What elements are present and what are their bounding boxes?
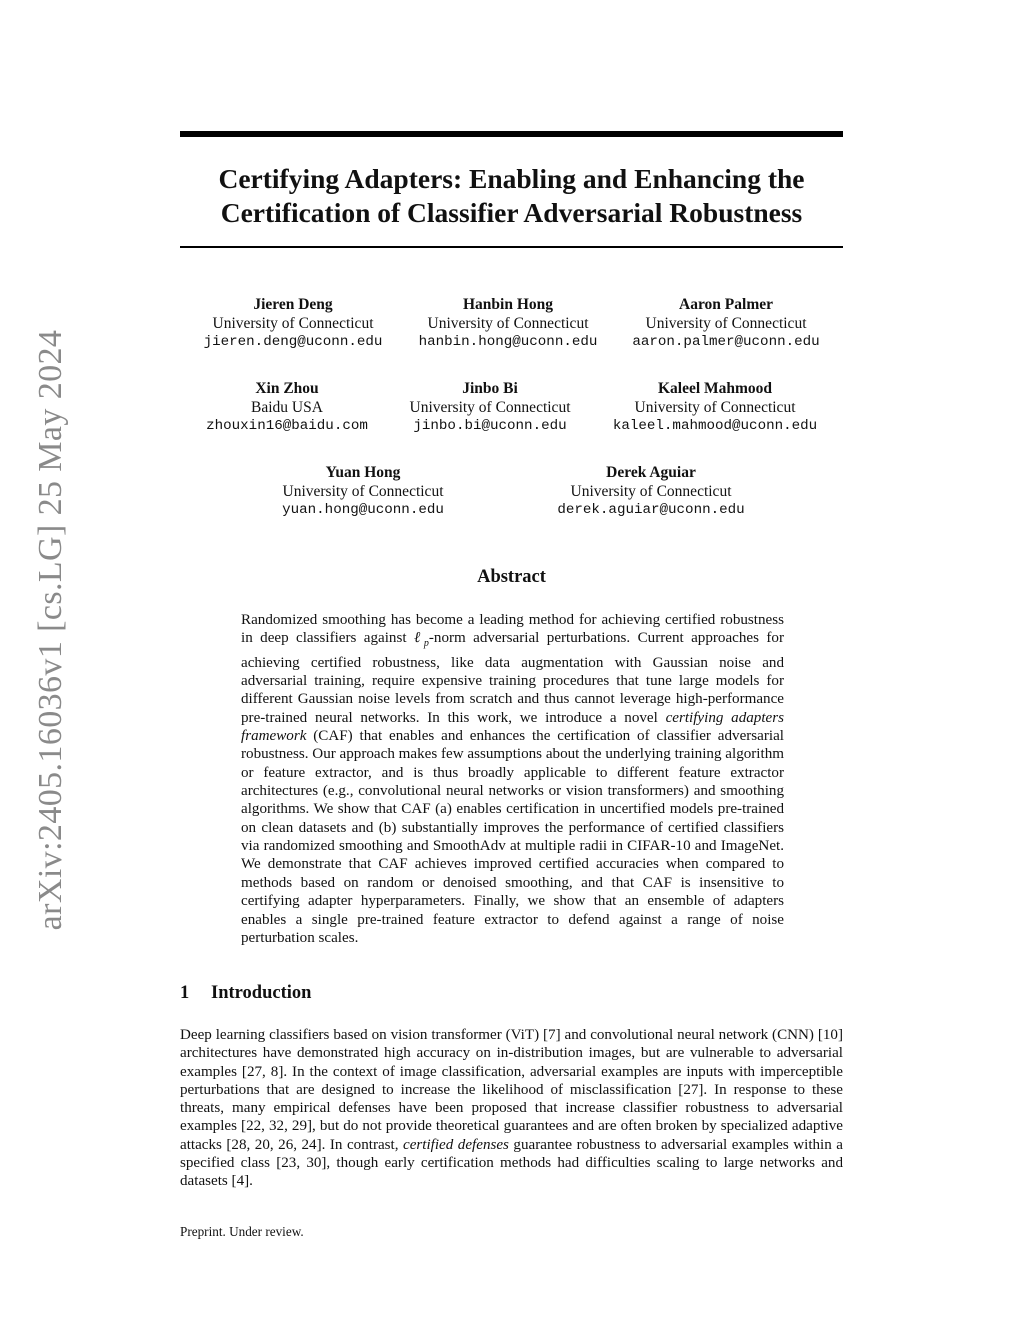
author-email: jieren.deng@uconn.edu xyxy=(203,334,383,350)
section-number: 1 xyxy=(180,983,190,1003)
author-name: Derek Aguiar xyxy=(606,464,696,481)
title-line-1: Certifying Adapters: Enabling and Enhancing the xyxy=(218,163,805,194)
abstract-heading: Abstract xyxy=(477,567,546,587)
author-email: kaleel.mahmood@uconn.edu xyxy=(612,418,818,434)
author-block xyxy=(375,379,605,436)
author-affiliation: University of Connecticut xyxy=(634,399,796,416)
intro-emphasis: certified defenses xyxy=(403,1136,509,1153)
footer-note: Preprint. Under review. xyxy=(180,1224,304,1239)
intro-text: Deep learning classifiers based on vision transformer (ViT) [7] and convolutional neural network (CNN) [10] architectures have demonstrated high accuracy on in-distribution images, but are vulnerable to adversarial examples [27, 8]. In the context of image classification, adversarial examples are inputs with imperceptible perturbations that are designed to increase the likelihood of misclassification [27]. In response to these threats, many empirical defenses have been proposed that increase classifier robustness to adversarial examples [22, 32, 29], but do not provide theoretical guarantees and are often broken by specialized adaptive attacks [28, 20, 26, 24]. In contrast, xyxy=(180,1027,843,1153)
author-affiliation: University of Connecticut xyxy=(645,315,807,332)
abstract-text: (CAF) that enables and enhances the certification of classifier adversarial robustness. Our approach makes few assumptions about the underlying training algorithm or feature extractor, and is thus broadly applicable to different feature extractor architectures (e.g., convolutional neural networks or vision transformers) and smoothing algorithms. We show that CAF (a) enables certification in uncertified models pre-trained on clean datasets and (b) substantially improves the performance of certified classifiers via randomized smoothing and SmoothAdv at multiple radii in CIFAR-10 and ImageNet. We demonstrate that CAF achieves improved certified accuracies when compared to methods based on random or denoised smoothing, and that CAF is insensitive to certifying adapter hyperparameters. Finally, we show that an ensemble of adapters enables a single pre-trained feature extractor to defend against a range of noise perturbation scales. xyxy=(241,728,784,946)
author-name: Jieren Deng xyxy=(253,296,333,313)
author-name: Xin Zhou xyxy=(255,380,319,397)
abstract-text: -norm adversarial perturbations. Current approaches for achieving certified robustness, like data augmentation with Gaussian noise and adversarial training, require expensive training procedures that tune large models for different Gaussian noise levels from scratch and thus cannot leverage high-performance pre-trained neural networks. In this work, we introduce a novel xyxy=(241,630,784,726)
arxiv-identifier: arXiv:2405.16036v1 [cs.LG] 25 May 2024 xyxy=(32,329,69,931)
author-affiliation: University of Connecticut xyxy=(409,399,571,416)
author-block xyxy=(178,295,408,352)
author-name: Kaleel Mahmood xyxy=(657,380,773,397)
author-email: aaron.palmer@uconn.edu xyxy=(632,334,820,350)
introduction-paragraph xyxy=(180,1026,843,1191)
author-block xyxy=(600,379,830,436)
author-block xyxy=(611,295,841,352)
author-affiliation: University of Connecticut xyxy=(212,315,374,332)
title-line-2: Certification of Classifier Adversarial Robustness xyxy=(220,197,803,228)
author-block xyxy=(536,463,766,520)
author-name: Aaron Palmer xyxy=(679,296,773,313)
section-heading-introduction xyxy=(180,981,311,1005)
author-block xyxy=(248,463,478,520)
author-email: yuan.hong@uconn.edu xyxy=(282,502,444,518)
lp-norm-symbol: ℓ xyxy=(413,630,424,647)
abstract-text: Randomized smoothing has become a leading method for achieving certified robustness in deep classifiers against xyxy=(241,612,784,647)
intro-text: guarantee robustness to adversarial examples within a specified class [23, 30], though early certification methods had difficulties scaling to large networks and datasets [4]. xyxy=(180,1136,843,1190)
abstract-emphasis: certifying adapters framework xyxy=(241,709,784,745)
author-email: hanbin.hong@uconn.edu xyxy=(418,334,598,350)
author-name: Hanbin Hong xyxy=(462,296,554,313)
title-top-rule xyxy=(180,131,843,137)
author-affiliation: University of Connecticut xyxy=(570,483,732,500)
section-title: Introduction xyxy=(211,983,312,1003)
author-affiliation: University of Connecticut xyxy=(427,315,589,332)
author-block xyxy=(172,379,402,436)
lp-norm-subscript: p xyxy=(423,638,429,650)
author-affiliation: Baidu USA xyxy=(251,399,323,416)
author-email: jinbo.bi@uconn.edu xyxy=(413,418,567,434)
author-block xyxy=(393,295,623,352)
title-bottom-rule xyxy=(180,246,843,248)
author-email: zhouxin16@baidu.com xyxy=(206,418,368,434)
author-affiliation: University of Connecticut xyxy=(282,483,444,500)
author-name: Jinbo Bi xyxy=(462,380,518,397)
author-email: derek.aguiar@uconn.edu xyxy=(557,502,745,518)
paper-title xyxy=(180,162,843,230)
author-name: Yuan Hong xyxy=(325,464,401,481)
abstract-body xyxy=(241,611,784,947)
